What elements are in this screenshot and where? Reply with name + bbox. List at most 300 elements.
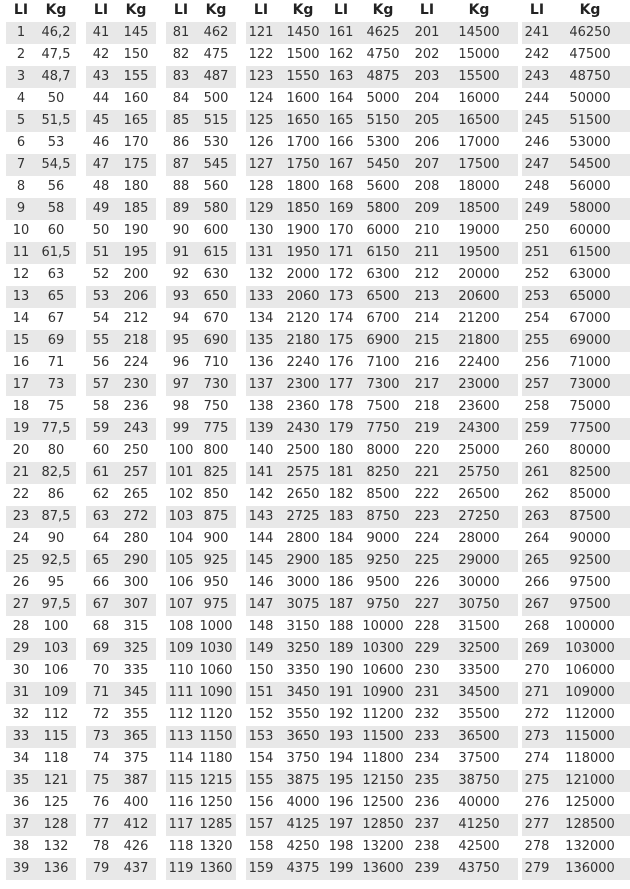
kg-cell: 15000 xyxy=(458,47,500,62)
table-row xyxy=(246,352,332,374)
kg-cell: 125000 xyxy=(565,795,615,810)
kg-cell: 257 xyxy=(123,465,149,480)
table-row xyxy=(412,132,518,154)
table-row xyxy=(6,418,76,440)
kg-cell: 230 xyxy=(123,377,149,392)
table-row xyxy=(412,154,518,176)
load-index-cell: 268 xyxy=(524,619,550,634)
kg-cell: 650 xyxy=(203,289,229,304)
table-row xyxy=(166,330,236,352)
table-row xyxy=(246,484,332,506)
load-index-cell: 237 xyxy=(414,817,440,832)
load-index-cell: 158 xyxy=(248,839,274,854)
kg-cell: 1150 xyxy=(199,729,233,744)
kg-cell: 1180 xyxy=(199,751,233,766)
table-row xyxy=(326,88,412,110)
table-row xyxy=(326,660,412,682)
load-index-cell: 130 xyxy=(248,223,274,238)
load-index-cell: 93 xyxy=(172,289,190,304)
kg-cell: 2120 xyxy=(286,311,320,326)
kg-cell: 112 xyxy=(43,707,69,722)
load-index-cell: 61 xyxy=(92,465,110,480)
load-index-cell: 197 xyxy=(328,817,354,832)
load-index-cell: 199 xyxy=(328,861,354,876)
table-row xyxy=(6,550,76,572)
table-row xyxy=(412,726,518,748)
kg-cell: 16500 xyxy=(458,113,500,128)
table-row xyxy=(246,462,332,484)
kg-cell: 35500 xyxy=(458,707,500,722)
kg-cell: 48,7 xyxy=(41,69,71,84)
kg-cell: 325 xyxy=(123,641,149,656)
load-index-cell: 36 xyxy=(12,795,30,810)
table-row xyxy=(86,352,156,374)
kg-cell: 109 xyxy=(43,685,69,700)
table-row xyxy=(326,748,412,770)
load-index-cell: 173 xyxy=(328,289,354,304)
table-row xyxy=(246,22,332,44)
table-row xyxy=(86,616,156,638)
load-index-cell: 262 xyxy=(524,487,550,502)
load-index-cell: 181 xyxy=(328,465,354,480)
table-row xyxy=(326,396,412,418)
kg-cell: 4625 xyxy=(366,25,400,40)
table-row xyxy=(6,440,76,462)
table-row xyxy=(246,264,332,286)
kg-cell: 18500 xyxy=(458,201,500,216)
table-row xyxy=(412,264,518,286)
load-index-cell: 5 xyxy=(16,113,26,128)
kg-cell: 56000 xyxy=(569,179,611,194)
load-index-cell: 76 xyxy=(92,795,110,810)
kg-cell: 61500 xyxy=(569,245,611,260)
kg-cell: 1250 xyxy=(199,795,233,810)
kg-cell: 21800 xyxy=(458,333,500,348)
kg-cell: 112000 xyxy=(565,707,615,722)
table-row xyxy=(246,440,332,462)
kg-cell: 710 xyxy=(203,355,229,370)
kg-cell: 21200 xyxy=(458,311,500,326)
table-row xyxy=(166,770,236,792)
load-index-cell: 205 xyxy=(414,113,440,128)
load-index-cell: 91 xyxy=(172,245,190,260)
kg-cell: 307 xyxy=(123,597,149,612)
table-row xyxy=(246,572,332,594)
load-index-cell: 74 xyxy=(92,751,110,766)
load-index-cell: 231 xyxy=(414,685,440,700)
kg-cell: 115000 xyxy=(565,729,615,744)
kg-cell: 90000 xyxy=(569,531,611,546)
kg-cell: 25750 xyxy=(458,465,500,480)
kg-cell: 7750 xyxy=(366,421,400,436)
load-index-cell: 241 xyxy=(524,25,550,40)
table-row xyxy=(412,616,518,638)
kg-cell: 34500 xyxy=(458,685,500,700)
table-row xyxy=(522,330,630,352)
load-index-cell: 167 xyxy=(328,157,354,172)
load-index-cell: 127 xyxy=(248,157,274,172)
load-index-cell: 88 xyxy=(172,179,190,194)
kg-cell: 365 xyxy=(123,729,149,744)
column-header xyxy=(246,0,332,22)
load-index-cell: 29 xyxy=(12,641,30,656)
load-index-cell: 184 xyxy=(328,531,354,546)
table-row xyxy=(412,66,518,88)
load-index-cell: 137 xyxy=(248,377,274,392)
table-row xyxy=(326,858,412,880)
load-index-cell: 155 xyxy=(248,773,274,788)
table-row xyxy=(522,462,630,484)
table-row xyxy=(6,198,76,220)
kg-cell: 30000 xyxy=(458,575,500,590)
kg-cell: 136 xyxy=(43,861,69,876)
table-row xyxy=(522,858,630,880)
table-row xyxy=(166,440,236,462)
table-column xyxy=(522,0,630,880)
load-index-cell: 44 xyxy=(92,91,110,106)
load-index-cell: 164 xyxy=(328,91,354,106)
table-row xyxy=(326,506,412,528)
load-index-cell: 117 xyxy=(168,817,194,832)
table-row xyxy=(6,44,76,66)
kg-cell: 2500 xyxy=(286,443,320,458)
table-row xyxy=(326,638,412,660)
kg-cell: 9250 xyxy=(366,553,400,568)
table-row xyxy=(412,44,518,66)
table-row xyxy=(326,418,412,440)
load-index-cell: 99 xyxy=(172,421,190,436)
kg-cell: 5300 xyxy=(366,135,400,150)
load-index-cell: 7 xyxy=(16,157,26,172)
load-index-cell: 101 xyxy=(168,465,194,480)
load-index-cell: 252 xyxy=(524,267,550,282)
kg-header: Kg xyxy=(579,2,601,18)
load-index-cell: 62 xyxy=(92,487,110,502)
table-row xyxy=(6,22,76,44)
load-index-cell: 224 xyxy=(414,531,440,546)
load-index-cell: 264 xyxy=(524,531,550,546)
table-row xyxy=(412,418,518,440)
load-index-cell: 146 xyxy=(248,575,274,590)
table-row xyxy=(326,792,412,814)
table-row xyxy=(326,704,412,726)
table-row xyxy=(86,704,156,726)
kg-header: Kg xyxy=(205,2,227,18)
kg-cell: 42500 xyxy=(458,839,500,854)
load-index-cell: 162 xyxy=(328,47,354,62)
table-row xyxy=(166,506,236,528)
table-row xyxy=(326,462,412,484)
load-index-cell: 21 xyxy=(12,465,30,480)
load-index-cell: 180 xyxy=(328,443,354,458)
table-row xyxy=(522,396,630,418)
kg-cell: 145 xyxy=(123,25,149,40)
load-index-cell: 46 xyxy=(92,135,110,150)
kg-cell: 315 xyxy=(123,619,149,634)
load-index-cell: 273 xyxy=(524,729,550,744)
load-index-cell: 228 xyxy=(414,619,440,634)
table-row xyxy=(326,352,412,374)
table-row xyxy=(166,792,236,814)
load-index-cell: 178 xyxy=(328,399,354,414)
load-index-cell: 14 xyxy=(12,311,30,326)
load-index-cell: 16 xyxy=(12,355,30,370)
load-index-cell: 203 xyxy=(414,69,440,84)
kg-cell: 69 xyxy=(47,333,65,348)
load-index-cell: 254 xyxy=(524,311,550,326)
kg-cell: 8500 xyxy=(366,487,400,502)
kg-cell: 1550 xyxy=(286,69,320,84)
kg-cell: 19000 xyxy=(458,223,500,238)
table-row xyxy=(522,682,630,704)
kg-cell: 13600 xyxy=(362,861,404,876)
kg-cell: 4250 xyxy=(286,839,320,854)
kg-cell: 1120 xyxy=(199,707,233,722)
kg-cell: 1030 xyxy=(199,641,233,656)
kg-cell: 10600 xyxy=(362,663,404,678)
kg-cell: 97,5 xyxy=(41,597,71,612)
kg-cell: 3250 xyxy=(286,641,320,656)
kg-cell: 195 xyxy=(123,245,149,260)
load-index-cell: 118 xyxy=(168,839,194,854)
kg-cell: 43750 xyxy=(458,861,500,876)
column-header xyxy=(412,0,518,22)
table-row xyxy=(326,286,412,308)
kg-cell: 25000 xyxy=(458,443,500,458)
table-row xyxy=(326,770,412,792)
load-index-cell: 214 xyxy=(414,311,440,326)
kg-cell: 265 xyxy=(123,487,149,502)
table-row xyxy=(6,88,76,110)
kg-cell: 63000 xyxy=(569,267,611,282)
table-row xyxy=(86,528,156,550)
load-index-cell: 245 xyxy=(524,113,550,128)
load-index-cell: 223 xyxy=(414,509,440,524)
load-index-cell: 15 xyxy=(12,333,30,348)
kg-cell: 29000 xyxy=(458,553,500,568)
kg-cell: 132000 xyxy=(565,839,615,854)
table-row xyxy=(6,704,76,726)
load-index-cell: 55 xyxy=(92,333,110,348)
table-row xyxy=(86,462,156,484)
table-row xyxy=(166,88,236,110)
table-row xyxy=(166,484,236,506)
kg-cell: 3650 xyxy=(286,729,320,744)
load-index-cell: 38 xyxy=(12,839,30,854)
kg-cell: 27250 xyxy=(458,509,500,524)
table-row xyxy=(412,528,518,550)
kg-cell: 4000 xyxy=(286,795,320,810)
table-row xyxy=(6,308,76,330)
table-row xyxy=(166,396,236,418)
table-row xyxy=(166,550,236,572)
load-index-cell: 102 xyxy=(168,487,194,502)
kg-cell: 1600 xyxy=(286,91,320,106)
load-index-cell: 92 xyxy=(172,267,190,282)
li-header: LI xyxy=(173,2,189,18)
load-index-cell: 139 xyxy=(248,421,274,436)
kg-cell: 1000 xyxy=(199,619,233,634)
kg-cell: 175 xyxy=(123,157,149,172)
load-index-cell: 179 xyxy=(328,421,354,436)
table-row xyxy=(246,616,332,638)
load-index-cell: 189 xyxy=(328,641,354,656)
load-index-cell: 210 xyxy=(414,223,440,238)
kg-cell: 17500 xyxy=(458,157,500,172)
kg-cell: 46250 xyxy=(569,25,611,40)
kg-cell: 10000 xyxy=(362,619,404,634)
load-index-cell: 81 xyxy=(172,25,190,40)
kg-cell: 12850 xyxy=(362,817,404,832)
table-row xyxy=(86,418,156,440)
load-index-cell: 248 xyxy=(524,179,550,194)
table-row xyxy=(522,770,630,792)
table-row xyxy=(246,528,332,550)
kg-cell: 1900 xyxy=(286,223,320,238)
load-index-cell: 163 xyxy=(328,69,354,84)
load-index-cell: 169 xyxy=(328,201,354,216)
kg-cell: 121 xyxy=(43,773,69,788)
table-row xyxy=(522,440,630,462)
table-row xyxy=(166,44,236,66)
load-index-cell: 256 xyxy=(524,355,550,370)
kg-cell: 1090 xyxy=(199,685,233,700)
load-index-cell: 212 xyxy=(414,267,440,282)
kg-cell: 56 xyxy=(47,179,65,194)
kg-cell: 165 xyxy=(123,113,149,128)
table-row xyxy=(326,528,412,550)
kg-cell: 7300 xyxy=(366,377,400,392)
table-row xyxy=(166,198,236,220)
kg-cell: 33500 xyxy=(458,663,500,678)
table-row xyxy=(326,594,412,616)
table-row xyxy=(86,660,156,682)
table-row xyxy=(246,506,332,528)
kg-cell: 6500 xyxy=(366,289,400,304)
table-row xyxy=(166,132,236,154)
table-row xyxy=(166,352,236,374)
load-index-cell: 221 xyxy=(414,465,440,480)
table-row xyxy=(166,374,236,396)
table-row xyxy=(86,330,156,352)
load-index-cell: 125 xyxy=(248,113,274,128)
kg-cell: 2180 xyxy=(286,333,320,348)
table-row xyxy=(166,462,236,484)
kg-cell: 1360 xyxy=(199,861,233,876)
load-index-cell: 271 xyxy=(524,685,550,700)
load-index-cell: 238 xyxy=(414,839,440,854)
kg-cell: 850 xyxy=(203,487,229,502)
table-row xyxy=(166,264,236,286)
load-index-cell: 24 xyxy=(12,531,30,546)
kg-cell: 77500 xyxy=(569,421,611,436)
load-index-cell: 151 xyxy=(248,685,274,700)
load-index-cell: 257 xyxy=(524,377,550,392)
table-row xyxy=(522,506,630,528)
column-header xyxy=(86,0,156,22)
load-index-cell: 100 xyxy=(168,443,194,458)
load-index-cell: 56 xyxy=(92,355,110,370)
kg-cell: 30750 xyxy=(458,597,500,612)
kg-cell: 560 xyxy=(203,179,229,194)
kg-cell: 61,5 xyxy=(41,245,71,260)
load-index-cell: 161 xyxy=(328,25,354,40)
kg-cell: 28000 xyxy=(458,531,500,546)
table-row xyxy=(326,198,412,220)
load-index-cell: 165 xyxy=(328,113,354,128)
kg-cell: 121000 xyxy=(565,773,615,788)
load-index-cell: 64 xyxy=(92,531,110,546)
kg-cell: 109000 xyxy=(565,685,615,700)
load-index-cell: 63 xyxy=(92,509,110,524)
kg-cell: 47,5 xyxy=(41,47,71,62)
table-row xyxy=(522,264,630,286)
load-index-cell: 242 xyxy=(524,47,550,62)
load-index-cell: 272 xyxy=(524,707,550,722)
table-row xyxy=(246,44,332,66)
table-row xyxy=(166,682,236,704)
table-row xyxy=(246,660,332,682)
kg-cell: 335 xyxy=(123,663,149,678)
load-index-cell: 140 xyxy=(248,443,274,458)
load-index-cell: 186 xyxy=(328,575,354,590)
kg-cell: 100 xyxy=(43,619,69,634)
kg-cell: 60 xyxy=(47,223,65,238)
table-row xyxy=(6,220,76,242)
load-index-cell: 57 xyxy=(92,377,110,392)
table-row xyxy=(246,220,332,242)
kg-header: Kg xyxy=(292,2,314,18)
load-index-cell: 236 xyxy=(414,795,440,810)
load-index-cell: 41 xyxy=(92,25,110,40)
table-row xyxy=(86,132,156,154)
table-row xyxy=(326,330,412,352)
table-row xyxy=(412,550,518,572)
table-row xyxy=(6,770,76,792)
table-row xyxy=(522,638,630,660)
load-index-cell: 168 xyxy=(328,179,354,194)
kg-cell: 150 xyxy=(123,47,149,62)
table-row xyxy=(326,374,412,396)
load-index-cell: 131 xyxy=(248,245,274,260)
load-index-cell: 104 xyxy=(168,531,194,546)
kg-cell: 41250 xyxy=(458,817,500,832)
kg-cell: 9750 xyxy=(366,597,400,612)
load-index-cell: 11 xyxy=(12,245,30,260)
load-index-cell: 108 xyxy=(168,619,194,634)
kg-cell: 290 xyxy=(123,553,149,568)
load-index-cell: 129 xyxy=(248,201,274,216)
kg-cell: 92,5 xyxy=(41,553,71,568)
table-row xyxy=(86,792,156,814)
load-index-cell: 128 xyxy=(248,179,274,194)
kg-cell: 1215 xyxy=(199,773,233,788)
table-row xyxy=(246,396,332,418)
load-index-cell: 267 xyxy=(524,597,550,612)
table-row xyxy=(166,616,236,638)
table-row xyxy=(86,506,156,528)
table-row xyxy=(6,176,76,198)
load-index-cell: 235 xyxy=(414,773,440,788)
table-row xyxy=(412,440,518,462)
kg-cell: 3350 xyxy=(286,663,320,678)
table-row xyxy=(166,22,236,44)
kg-cell: 82500 xyxy=(569,465,611,480)
load-index-cell: 49 xyxy=(92,201,110,216)
load-index-cell: 244 xyxy=(524,91,550,106)
load-index-cell: 9 xyxy=(16,201,26,216)
kg-cell: 23600 xyxy=(458,399,500,414)
